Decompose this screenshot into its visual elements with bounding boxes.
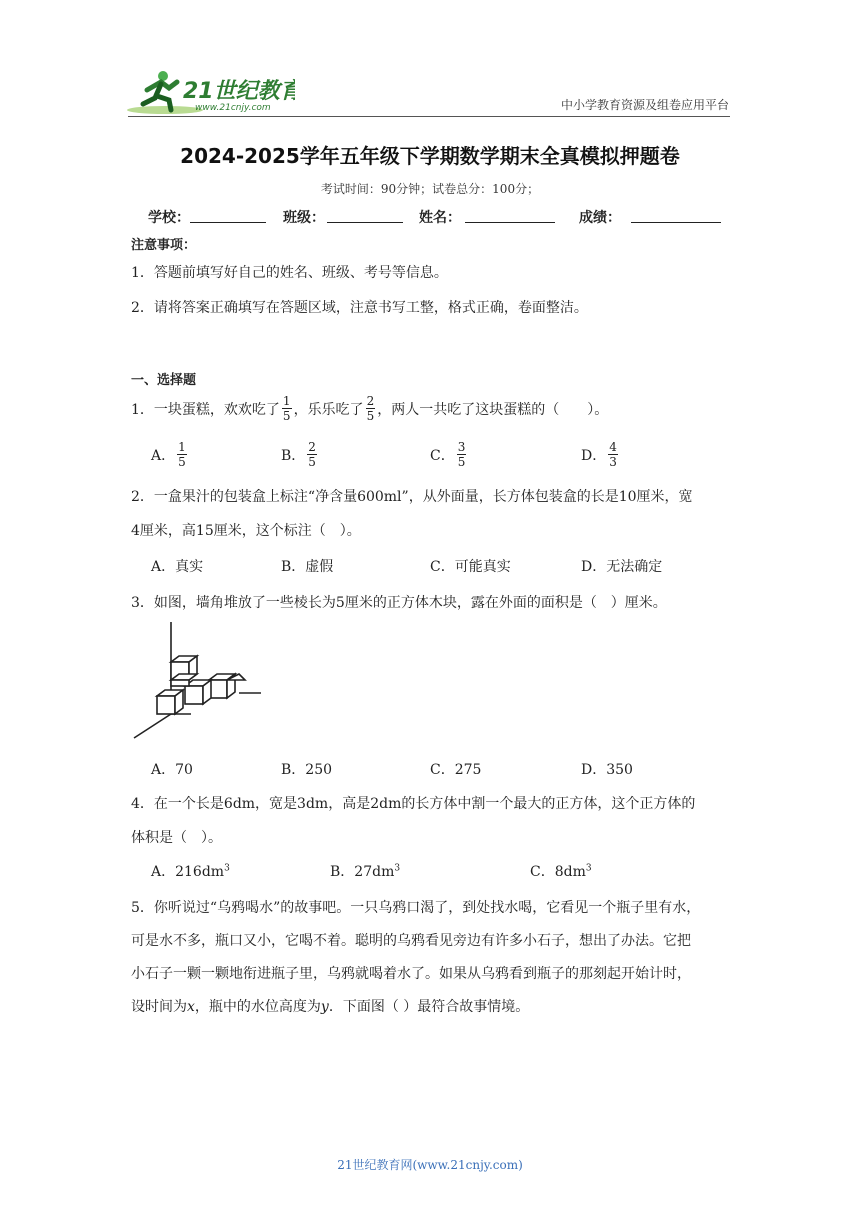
q1-option-c[interactable]: C． $\frac{3}{5}$ — [430, 440, 466, 469]
question-1 — [131, 394, 608, 423]
q2-option-b[interactable]: B．虚假 — [281, 559, 334, 575]
svg-text:21世纪教育: 21世纪教育 — [183, 79, 295, 104]
header-divider — [128, 116, 730, 117]
q1-option-b[interactable]: B． $\frac{2}{5}$ — [281, 440, 316, 469]
question-4-line: 4．在一个长是6dm，宽是3dm，高是2dm的长方体中割一个最大的正方体，这个正方体的 — [131, 796, 696, 812]
name-label: 姓名： — [419, 210, 461, 226]
q1-option-a[interactable]: A． $\frac{1}{5}$ — [151, 440, 186, 469]
platform-name: 中小学教育资源及组卷应用平台 — [560, 98, 729, 112]
exam-info: 考试时间：90分钟；试卷总分：100分； — [320, 182, 540, 196]
q3-option-c[interactable]: C．275 — [430, 762, 482, 778]
q4-option-b[interactable]: B．$27dm^3$ — [330, 863, 401, 880]
question-5-line: 5．你听说过“乌鸦喝水”的故事吧。一只乌鸦口渴了，到处找水喝，它看见一个瓶子里有水， — [131, 900, 701, 916]
note-item: 2．请将答案正确填写在答题区域，注意书写工整，格式正确，卷面整洁。 — [131, 300, 588, 316]
score-label: 成绩： — [579, 210, 621, 226]
name-blank[interactable] — [465, 222, 555, 223]
q3-option-b[interactable]: B．250 — [281, 762, 333, 778]
notes-title: 注意事项： — [131, 238, 197, 253]
svg-text:www.21cnjy.com: www.21cnjy.com — [195, 103, 271, 113]
class-label: 班级： — [283, 210, 325, 226]
class-blank[interactable] — [327, 222, 403, 223]
school-blank[interactable] — [190, 222, 266, 223]
footer-link[interactable]: 21世纪教育网(www.21cnjy.com) — [337, 1158, 523, 1172]
question-5-line: 可是水不多，瓶口又小，它喝不着。聪明的乌鸦看见旁边有许多小石子，想出了办法。它把 — [131, 933, 691, 949]
question-4-line: 体积是（ ）。 — [131, 830, 222, 846]
q2-option-a[interactable]: A．真实 — [151, 559, 204, 575]
q2-option-d[interactable]: D．无法确定 — [581, 559, 663, 575]
q1-text: 1．一块蛋糕，欢欢吃了 — [131, 401, 280, 418]
q4-option-a[interactable]: A．$216dm^3$ — [151, 863, 230, 880]
q4-option-c[interactable]: C．$8dm^3$ — [530, 863, 592, 880]
q1-text: ，两人一共吃了这块蛋糕的（ ）。 — [377, 401, 609, 418]
fraction: $\frac{2}{5}$ — [366, 394, 375, 423]
q1-text: ，乐乐吃了 — [293, 401, 364, 418]
q3-option-d[interactable]: D．350 — [581, 762, 633, 778]
page-title: 2024-2025学年五年级下学期数学期末全真模拟押题卷 — [180, 144, 680, 168]
section-title: 一、选择题 — [131, 373, 197, 388]
question-5-line: 小石子一颗一颗地衔进瓶子里，乌鸦就喝着水了。如果从乌鸦看到瓶子的那刻起开始计时， — [131, 966, 691, 982]
school-label: 学校： — [148, 210, 190, 226]
q1-option-d[interactable]: D． $\frac{4}{3}$ — [581, 440, 617, 469]
note-item: 1．答题前填写好自己的姓名、班级、考号等信息。 — [131, 265, 448, 281]
score-blank[interactable] — [631, 222, 721, 223]
logo — [125, 68, 295, 116]
q3-option-a[interactable]: A．70 — [151, 762, 193, 778]
question-2-line: 2．一盒果汁的包装盒上标注“净含量600ml”，从外面量，长方体包装盒的长是10厘米，宽 — [131, 489, 693, 505]
cube-stack-figure — [131, 622, 263, 740]
q2-option-c[interactable]: C．可能真实 — [430, 559, 511, 575]
fraction: $\frac{1}{5}$ — [282, 394, 291, 423]
question-2-line: 4厘米，高15厘米，这个标注（ ）。 — [131, 523, 361, 539]
question-3-line: 3．如图，墙角堆放了一些棱长为5厘米的正方体木块，露在外面的面积是（ ）厘米。 — [131, 595, 667, 611]
question-5-line: 设时间为x，瓶中的水位高度为y．下面图（ ）最符合故事情境。 — [131, 999, 530, 1015]
